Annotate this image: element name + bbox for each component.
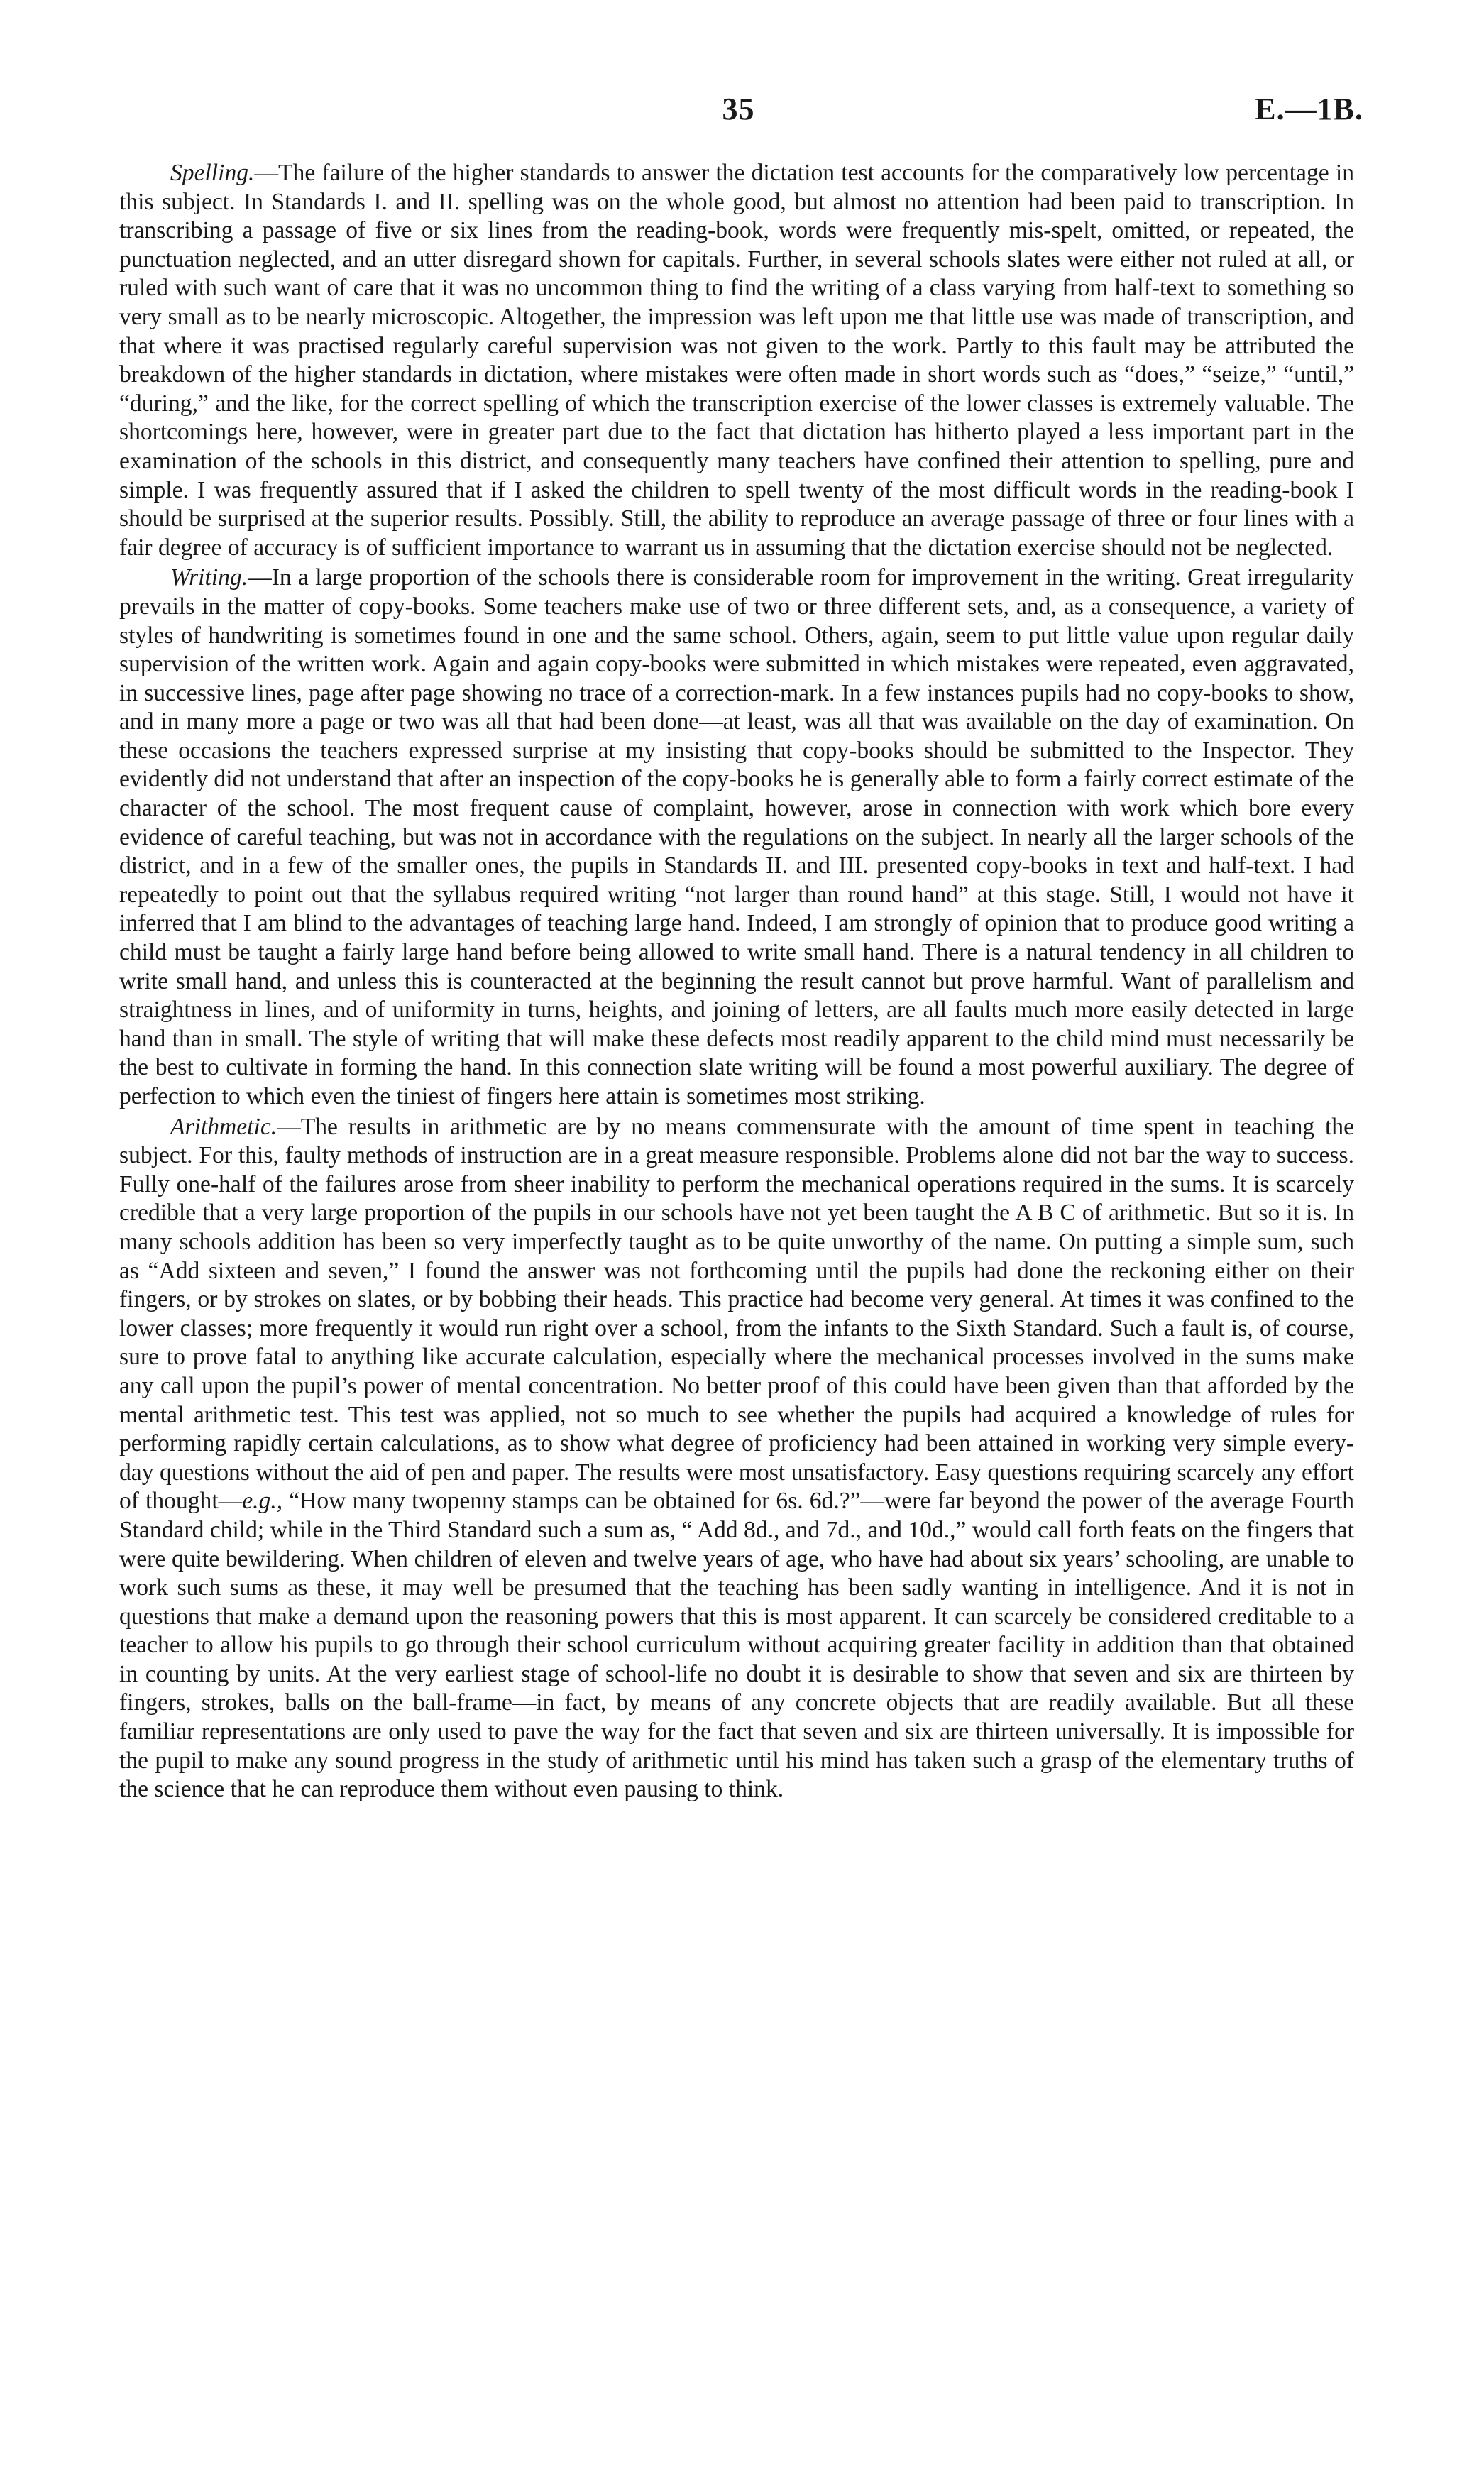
writing-paragraph [119, 564, 1354, 1111]
page-header [114, 91, 1363, 133]
arithmetic-heading: Arithmetic. [170, 1113, 277, 1140]
writing-text: —In a large proportion of the schools there is considerable room for improvement in the writing. Great irregularity prevails in the matter of copy-books. Some teachers make use of two or three different sets, and, as a consequence, a variety of styles of handwriting is sometimes found in one and the same school. Others, again, seem to put little value upon regular daily supervision of the written work. Again and again copy-books were submitted in which mistakes were repeated, even aggravated, in successive lines, page after page showing no trace of a correction-mark. In a few instances pupils had no copy-books to show, and in many more a page or two was all that had been done—at least, was all that was available on the day of examination. On these occasions the teachers expressed surprise at my insisting that copy-books should be submitted to the Inspector. They evidently did not understand that after an inspection of the copy-books he is generally able to form a fairly correct estimate of the character of the school. The most frequent cause of complaint, however, arose in connection with work which bore every evidence of careful teaching, but was not in accordance with the regulations on the subject. In nearly all the larger schools of the district, and in a few of the smaller ones, the pupils in Standards II. and III. presented copy-books in text and half-text. I had repeatedly to point out that the syllabus required writing “not larger than round hand” at this stage. Still, I would not have it inferred that I am blind to the advantages of teaching large hand. Indeed, I am strongly of opinion that to produce good writing a child must be taught a fairly large hand before being allowed to write small hand. There is a natural tendency in all children to write small hand, and unless this is counteracted at the beginning the result cannot but prove harmful. Want of parallelism and straightness in lines, and of uniformity in turns, heights, and joining of letters, are all faults much more easily detected in large hand than in small. The style of writing that will make these defects most readily apparent to the child mind must necessarily be the best to cultivate in forming the hand. In this connection slate writing will be found a most powerful auxiliary. The degree of perfection to which even the tiniest of fingers here attain is sometimes most striking. [119, 564, 1354, 1109]
page-number: 35 [722, 92, 755, 126]
spelling-paragraph [119, 159, 1354, 562]
document-reference: E.—1B. [1255, 92, 1363, 126]
spelling-heading: Spelling. [170, 160, 255, 186]
writing-heading: Writing. [170, 564, 248, 591]
arithmetic-text-part-2: “How many twopenny stamps can be obtained for 6s. 6d.?”—were far beyond the power of the average Fourth Standard child; while in the Third Standard such a sum as, “ Add 8d., and 7d., and 10d.,” would call forth feats on the fingers that were quite bewildering. When children of eleven and twelve years of age, who have had about six years’ schooling, are unable to work such sums as these, it may well be presumed that the teaching has been sadly wanting in intelligence. And it is not in questions that make a demand upon the reasoning powers that this is most apparent. It can scarcely be considered creditable to a teacher to allow his pupils to go through their school curriculum without acquiring greater facility in addition than that obtained in counting by units. At the very earliest stage of school-life no doubt it is desirable to show that seven and six are thirteen by fingers, strokes, balls on the ball-frame—in fact, by means of any concrete objects that are readily available. But all these familiar representations are only used to pave the way for the fact that seven and six are thirteen universally. It is impossible for the pupil to make any sound progress in the study of arithmetic until his mind has taken such a grasp of the elementary truths of the science that he can reproduce them without even pausing to think. [119, 1488, 1354, 1803]
spelling-text: —The failure of the higher standards to answer the dictation test accounts for the comparatively low percentage in this subject. In Standards I. and II. spelling was on the whole good, but almost no attention had been paid to transcription. In transcribing a passage of five or six lines from the reading-book, words were frequently mis-spelt, omitted, or repeated, the punctuation neglected, and an utter disregard shown for capitals. Further, in several schools slates were either not ruled at all, or ruled with such want of care that it was no uncommon thing to find the writing of a class varying from half-text to something so very small as to be nearly microscopic. Altogether, the impression was left upon me that little use was made of transcription, and that where it was practised regularly careful supervision was not given to the work. Partly to this fault may be attributed the breakdown of the higher standards in dictation, where mistakes were often made in short words such as “does,” “seize,” “until,” “during,” and the like, for the correct spelling of which the transcription exercise of the lower classes is extremely valuable. The shortcomings here, however, were in greater part due to the fact that dictation has hitherto played a less important part in the examination of the schools in this district, and consequently many teachers have confined their attention to spelling, pure and simple. I was frequently assured that if I asked the children to spell twenty of the most difficult words in the reading-book I should be surprised at the superior results. Possibly. Still, the ability to reproduce an average passage of three or four lines with a fair degree of accuracy is of sufficient importance to warrant us in assuming that the dictation exercise should not be neglected. [119, 160, 1354, 561]
arithmetic-paragraph [119, 1113, 1354, 1804]
report-body [119, 159, 1354, 1806]
arithmetic-eg: e.g., [242, 1488, 283, 1515]
arithmetic-text-part-1: —The results in arithmetic are by no means commensurate with the amount of time spent in teaching the subject. For this, faulty methods of instruction are in a great measure responsible. Problems alone did not bar the way to success. Fully one-half of the failures arose from sheer inability to perform the mechanical operations required in the sums. It is scarcely credible that a very large proportion of the pupils in our schools have not yet been taught the A B C of arithmetic. But so it is. In many schools addition has been so very imperfectly taught as to be quite unworthy of the name. On putting a simple sum, such as “Add sixteen and seven,” I found the answer was not forthcoming until the pupils had done the reckoning either on their fingers, or by strokes on slates, or by bobbing their heads. This practice had become very general. At times it was confined to the lower classes; more frequently it would run right over a school, from the infants to the Sixth Standard. Such a fault is, of course, sure to prove fatal to anything like accurate calculation, especially where the mechanical processes involved in the sums make any call upon the pupil’s power of mental concentration. No better proof of this could have been given than that afforded by the mental arithmetic test. This test was applied, not so much to see whether the pupils had acquired a knowledge of rules for performing rapidly certain calculations, as to show what degree of proficiency had been attained in working very simple every-day questions without the aid of pen and paper. The results were most unsatisfactory. Easy questions requiring scarcely any effort of thought— [119, 1113, 1354, 1515]
